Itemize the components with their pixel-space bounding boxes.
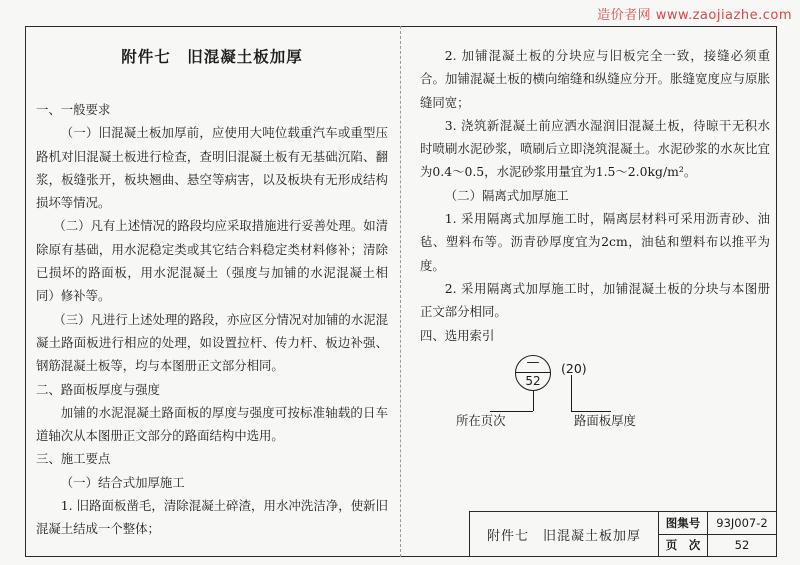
leader-line-thickness: [571, 375, 572, 411]
section-construction: 三、施工要点: [36, 451, 111, 467]
index-thickness-code: (20): [561, 360, 587, 376]
atlas-number-value: 93J007-2: [708, 512, 777, 535]
paragraph-processing: （三）凡进行上述处理的路段，亦应区分情况对加铺的水泥混凝土路面板进行相应的处理，如设置拉杆、传力杆、板边补强、钢筋混凝土板等，均与本图册正文部分相同。: [36, 311, 388, 374]
section-index: 四、选用索引: [420, 327, 495, 343]
page-title: 附件七 旧混凝土板加厚: [121, 48, 303, 66]
paragraph-joints: 2. 加铺混凝土板的分块应与旧板完全一致，接缝必须重合。加铺混凝土板的横向缩缝和纵缝应分开。胀缝宽度应与原胀缝同宽；: [420, 48, 770, 110]
label-page: 所在页次: [456, 412, 506, 428]
page-divider: [400, 26, 401, 557]
index-diagram: [420, 351, 770, 441]
section-thickness-strength: 二、路面板厚度与强度: [36, 381, 160, 397]
paragraph-roughen: 1. 旧路面板凿毛，清除混凝土碎渣，用水冲洗洁净，使新旧混凝土结成一个整体；: [36, 498, 388, 537]
paragraph-mortar: 3. 浇筑新混凝土前应洒水湿润旧混凝土板，待晾干无积水时喷刷水泥砂浆，喷刷后立即浇筑混凝土。水泥砂浆的水灰比宜为0.4～0.5，水泥砂浆用量宜为1.5～2.0kg/m²。: [420, 117, 770, 180]
watermark: 造价者网 www.zaojiazhe.com: [597, 8, 792, 23]
subsection-bonded: （一）结合式加厚施工: [60, 474, 185, 490]
leader-line-page: [533, 391, 534, 411]
page-number-label: 页 次: [659, 534, 708, 557]
paragraph-thickness: 加铺的水泥混凝土路面板的厚度与强度可按标准轴载的日车道轴次从本图册正文部分的路面结构中选用。: [36, 404, 388, 444]
label-thickness: 路面板厚度: [574, 412, 636, 428]
section-general-requirements: 一、一般要求: [36, 102, 111, 117]
paragraph-treatment: （二）凡有上述情况的路段均应采取措施进行妥善处理。如清除原有基础，用水泥稳定类或其它结合料稳定类材料修补；清除已损坏的路面板，用水泥混凝土（强度与加铺的水泥混凝土相同）修补等。: [36, 218, 388, 304]
paragraph-isolation-blocks: 2. 采用隔离式加厚施工时，加铺混凝土板的分块与本图册正文部分相同。: [420, 280, 770, 320]
atlas-number-label: 图集号: [659, 512, 708, 535]
subsection-separated: （二）隔离式加厚施工: [444, 187, 569, 203]
index-circle-symbol: [515, 355, 551, 391]
title-block-title: 附件七 旧混凝土板加厚: [470, 512, 659, 557]
paragraph-inspection: （一）旧混凝土板加厚前，应使用大吨位载重汽车或重型压路机对旧混凝土板进行检查，查明旧混凝土板有无基础沉陷、翻浆，板缝张开，板块翘曲、悬空等病害，以及板块有无形成结构损坏等情况。: [36, 125, 388, 211]
index-circle-page: 52: [525, 373, 541, 388]
page-number-value: 52: [708, 534, 777, 557]
index-circle-top: —: [526, 354, 540, 370]
left-column: [36, 40, 388, 541]
title-block: [469, 511, 777, 557]
right-column: [420, 44, 770, 441]
paragraph-isolation-material: 1. 采用隔离式加厚施工时，隔离层材料可采用沥青砂、油毡、塑料布等。沥青砂厚度宜为2cm，油毡和塑料布以推平为度。: [420, 211, 770, 273]
